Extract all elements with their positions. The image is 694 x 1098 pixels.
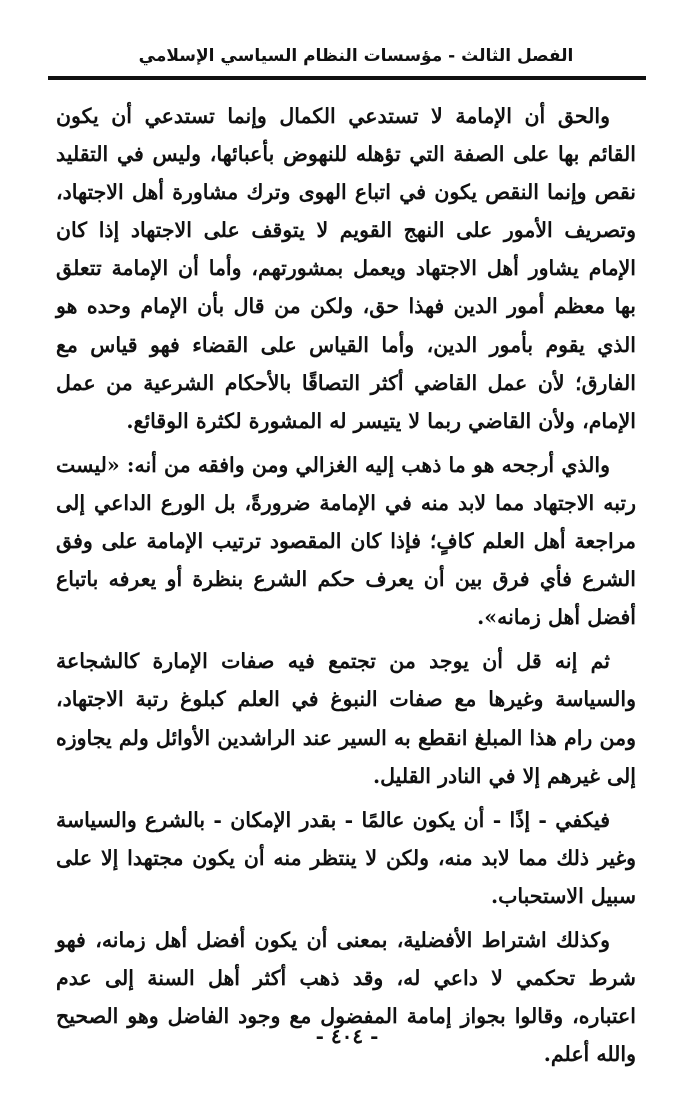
paragraph: ثم إنه قل أن يوجد من تجتمع فيه صفات الإمارة كالشجاعة والسياسة وغيرها مع صفات النبوغ في العلم كبلوغ رتبة الاجتهاد، ومن رام هذا المبلغ انقطع به السير عند الراشدين الأوائل ولم يجاوزه إلى غيرهم إلا في النادر القليل. bbox=[56, 649, 636, 788]
paragraph: والذي أرجحه هو ما ذهب إليه الغزالي ومن وافقه من أنه: «ليست رتبه الاجتهاد مما لابد منه في الإمامة ضرورةً، بل الورع الداعي إلى مراجعة أهل العلم كافٍ؛ فإذا كان المقصود ترتيب الإمامة على وفق الشرع فأي فرق بين أن يعرف حكم الشرع بنظرة أو يعرفه باتباع أفضل أهل زمانه». bbox=[56, 452, 636, 630]
paragraph: فيكفي - إذًا - أن يكون عالمًا - بقدر الإمكان - بالشرع والسياسة وغير ذلك مما لابد منه، ولكن لا ينتظر منه أن يكون مجتهدا إلا على سبيل الاستحباب. bbox=[56, 807, 636, 908]
page-body bbox=[56, 97, 636, 1073]
paragraph: وكذلك اشتراط الأفضلية، بمعنى أن يكون أفضل أهل زمانه، فهو شرط تحكمي لا داعي له، وقد ذهب أكثر أهل السنة إلى عدم اعتباره، وقالوا بجواز إمامة المفضول مع وجود الفاضل وهو الصحيح والله أعلم. bbox=[56, 927, 636, 1067]
header-divider bbox=[48, 76, 646, 80]
paragraph: والحق أن الإمامة لا تستدعي الكمال وإنما تستدعي أن يكون القائم بها على الصفة التي تؤهله للنهوض بأعبائها، وليس في التقليد نقص وإنما النقص يكون في اتباع الهوى وترك مشاورة أهل الاجتهاد، وتصريف الأمور على النهج القويم لا يتوقف على الاجتهاد إذا كان الإمام يشاور أهل الاجتهاد ويعمل بمشورتهم، وأما أن الإمامة تتعلق بها معظم أمور الدين فهذا حق، ولكن من قال بأن الإمام وحده هو الذي يقوم بأمور الدين، وأما القياس على القضاء فهو قياس مع الفارق؛ لأن عمل القاضي أكثر التصاقًا بالأحكام الشرعية من عمل الإمام، ولأن القاضي ربما لا يتيسر له المشورة لكثرة الوقائع. bbox=[56, 104, 636, 433]
page-number: - ٤٠٤ - bbox=[315, 1024, 379, 1048]
running-header-title: الفصل الثالث - مؤسسات النظام السياسي الإسلامي bbox=[138, 46, 574, 66]
